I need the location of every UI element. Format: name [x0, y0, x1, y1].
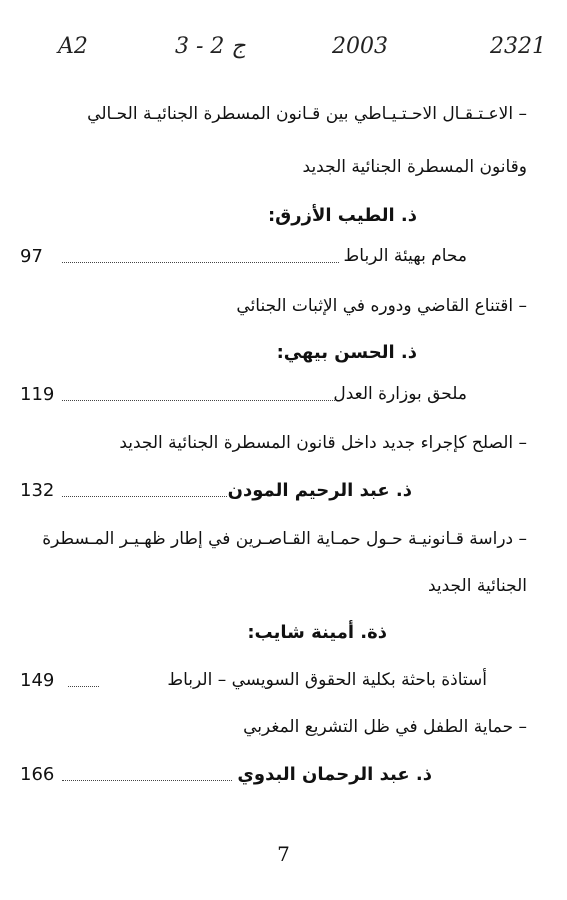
toc-author: ذ. عبد الرحمان البدوي [237, 764, 432, 785]
toc-title-line: – الاعـتـقـال الاحـتـيـاطي بين قـانون المسطرة الجنائيـة الحـالي [87, 104, 527, 124]
handwritten-code: A2 [58, 34, 88, 59]
toc-author: ذ. الحسن بيهي: [276, 342, 417, 363]
toc-leader-dots [62, 262, 339, 263]
toc-leader-dots [62, 780, 232, 781]
toc-leader-dots [68, 686, 99, 687]
toc-title-line: – دراسة قـانونيـة حـول حمـاية القـاصـرين في إطار ظهـيـر المـسطرة [42, 529, 527, 549]
toc-title-line: الجنائية الجديد [427, 576, 527, 596]
toc-page-number: 97 [20, 246, 43, 267]
toc-title-line: – حماية الطفل في ظل التشريع المغربي [243, 717, 527, 737]
toc-entry [20, 384, 527, 410]
toc-entry [20, 480, 527, 506]
handwritten-number: 2321 [490, 34, 546, 59]
toc-page-number: 132 [20, 480, 55, 501]
toc-author: ذ. عبد الرحيم المودن [227, 480, 412, 501]
toc-entry [20, 670, 527, 696]
toc-title-line: – اقتناع القاضي ودوره في الإثبات الجنائي [236, 296, 527, 316]
page-number: 7 [277, 842, 290, 866]
handwritten-year: 2003 [332, 34, 388, 59]
toc-entry [20, 764, 527, 790]
toc-author: ذة. أمينة شايب: [247, 622, 387, 643]
toc-author: ذ. الطيب الأزرق: [267, 205, 417, 226]
toc-entry [20, 246, 527, 272]
handwritten-volume: 3 - 2 ج [175, 34, 246, 59]
toc-page-number: 149 [20, 670, 55, 691]
toc-title-line: وقانون المسطرة الجنائية الجديد [302, 157, 527, 177]
toc-leader-dots [62, 496, 227, 497]
toc-title-line: – الصلح كإجراء جديد داخل قانون المسطرة الجنائية الجديد [119, 433, 527, 453]
toc-author-affiliation: محام بهيئة الرباط [343, 246, 467, 266]
toc-author-affiliation: ملحق بوزارة العدل [333, 384, 467, 404]
toc-page-number: 119 [20, 384, 55, 405]
toc-leader-dots [62, 400, 339, 401]
toc-page-number: 166 [20, 764, 55, 785]
toc-author-affiliation: أستاذة باحثة بكلية الحقوق السويسي – الرباط [167, 670, 487, 690]
